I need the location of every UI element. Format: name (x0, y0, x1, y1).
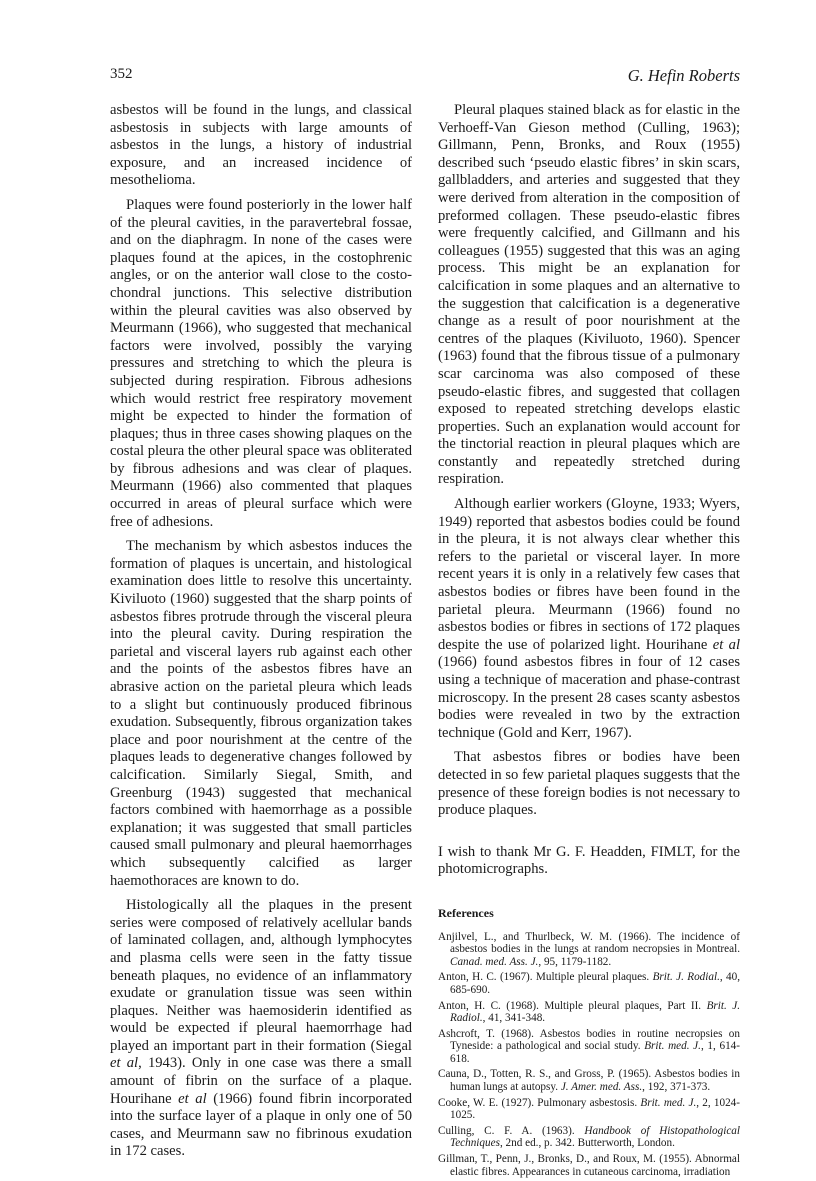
reference-journal: Handbook of Histopathological Techniques (450, 1124, 740, 1150)
page-number: 352 (110, 66, 133, 82)
reference-details: , 1, 614-618. (450, 1040, 740, 1065)
reference-authors: Culling, C. F. A. (1963). (438, 1124, 585, 1137)
paragraph (110, 897, 412, 1161)
reference-journal: Brit. med. J. (644, 1040, 701, 1053)
reference-item (438, 1000, 740, 1025)
reference-authors: Anjilvel, L., and Thurlbeck, W. M. (1966). The incidence of asbestos bodies in the lungs at random necropsies in Montreal. (438, 930, 740, 956)
text-run-italic: et al (178, 1090, 207, 1107)
reference-details: , 41, 341-348. (482, 1012, 546, 1025)
reference-details: , 2nd ed., p. 342. Butterworth, London. (499, 1137, 675, 1150)
text-run: Histologically all the plaques in the present series were composed of relatively acellular bands of laminated collagen, and, although lymphocytes and plasma cells were seen in the fatty tissue beneath plaques, no evidence of an inflammatory exudate or granulation tissue was seen within plaques. Neither was haemosiderin identified as would be expected if pleural haemorrhage had played an important part in their formation (Siegal (110, 897, 412, 1054)
reference-item (438, 1097, 740, 1122)
reference-item (438, 1125, 740, 1150)
paragraph: The mechanism by which asbestos induces the formation of plaques is uncertain, and histological examination does little to resolve this uncertainty. Kiviluoto (1960) suggested that the sharp points of asbestos fibres protrude through the visceral pleura into the pleural cavity. During respiration the parietal and visceral layers rub against each other and the points of the asbestos fibres have an abrasive action on the parietal pleura which leads to a slight but continuously produced fibrinous exudation. Subsequently, fibrous organization takes place and poor nourishment at the centre of the plaques leads to degenerative changes followed by calcification. Similarly Siegal, Smith, and Greenburg (1943) suggested that mechanical factors combined with haemorrhage as a possible explanation; it was suggested that small particles caused small pulmonary and pleural haemorrhages which subsequently calcified as larger haemothoraces are known to do. (110, 538, 412, 889)
reference-journal: Canad. med. Ass. J. (450, 955, 539, 968)
reference-journal: Brit. med. J. (640, 1096, 697, 1109)
reference-item (438, 1153, 740, 1178)
page-header (110, 66, 740, 90)
acknowledgement: I wish to thank Mr G. F. Headden, FIMLT, for the photomicrographs. (438, 843, 740, 878)
text-run: (1966) found fibrin incorporated into the surface layer of a plaque in only one of 50 cases, and Meurmann saw no fibrinous exudation in 172 cases. (110, 1090, 412, 1160)
references-heading: References (438, 905, 494, 920)
running-head: G. Hefin Roberts (627, 66, 740, 85)
reference-details: , 192, 371-373. (642, 1081, 711, 1094)
paragraph (438, 496, 740, 742)
reference-item (438, 931, 740, 969)
text-run: , 1943). Only in one case was there a small amount of fibrin on the surface of a plaque. Hourihane (110, 1055, 412, 1107)
reference-journal: Brit. J. Rodial. (652, 971, 720, 984)
reference-details: , 40, 685-690. (450, 971, 741, 996)
text-run-italic: et al (110, 1055, 139, 1072)
reference-authors: Ashcroft, T. (1968). Asbestos bodies in routine necropsies on Tyneside: a pathological and social study. (438, 1027, 740, 1053)
left-column (110, 102, 412, 1168)
text-run-italic: et al (712, 636, 740, 653)
reference-list (438, 931, 740, 1179)
reference-item (438, 1028, 740, 1066)
text-run: (1966) found asbestos fibres in four of 12 cases using a technique of maceration and phase-contrast microscopy. In the present 28 cases scanty asbestos bodies were revealed in two by the extraction technique (Gold and Kerr, 1967). (438, 654, 740, 741)
reference-authors: Anton, H. C. (1967). Multiple pleural plaques. (438, 971, 653, 984)
reference-item (438, 1068, 740, 1093)
right-column (438, 102, 740, 1181)
paragraph: That asbestos fibres or bodies have been detected in so few parietal plaques suggests that the presence of these foreign bodies is not necessary to produce plaques. (438, 749, 740, 819)
paragraph: Pleural plaques stained black as for elastic in the Verhoeff-Van Gieson method (Culling, 1963); Gillmann, Penn, Bronks, and Roux (1955) described such ‘pseudo elastic fibres’ in skin scars, gallbladders, and arteries and suggested that they were derived from alteration in the composition of preformed collagen. These pseudo-elastic fibres were frequently calcified, and Gillmann and his colleagues (1955) suggested that this was an aging process. This might be an explanation for calcification in some plaques and an alternative to the suggestion that calcification is a degenerative change as a result of poor nourishment at the centres of the plaques (Kiviluoto, 1960). Spencer (1963) found that the fibrous tissue of a pulmonary scar carcinoma was also composed of these pseudo-elastic fibres, and suggested that collagen exposed to repeated stretching develops elastic properties. Such an explanation would account for the tinctorial reaction in pleural plaques which are constantly and repeatedly stretched during respiration. (438, 102, 740, 488)
reference-authors: Anton, H. C. (1968). Multiple pleural plaques, Part II. (438, 999, 707, 1012)
reference-details: , 95, 1179-1182. (538, 955, 612, 968)
reference-authors: Gillman, T., Penn, J., Bronks, D., and Roux, M. (1955). Abnormal elastic fibres. Appearances in cutaneous carcinoma, irradiation (438, 1153, 740, 1178)
text-run: Although earlier workers (Gloyne, 1933; Wyers, 1949) reported that asbestos bodies could be found in the pleura, it is not always clear whether this refers to the parietal or visceral layer. In more recent years it is only in a relatively few cases that asbestos bodies or fibres have been found in the parietal pleura. Meurmann (1966) found no asbestos bodies or fibres in sections of 172 plaques despite the use of polarized light. Hourihane (438, 496, 740, 653)
reference-authors: Cooke, W. E. (1927). Pulmonary asbestosis. (438, 1096, 641, 1109)
paragraph: Plaques were found posteriorly in the lower half of the pleural cavities, in the paravertebral fossae, and on the diaphragm. In none of the cases were plaques found at the apices, in the costophrenic angles, or on the anterior wall close to the costo-chondral junctions. This selective distribution within the pleural cavities was also observed by Meurmann (1966), who suggested that mechanical factors were involved, possibly the varying pressures and stretching to which the pleura is subjected during respiration. Fibrous adhesions which would restrict free respiratory movement might be expected to hinder the formation of plaques; thus in three cases showing plaques on the costal pleura the other pleural space was obliterated by fibrous adhesions and was clear of plaques. Meurmann (1966) also commented that plaques occurred in areas of pleural surface which were free of adhesions. (110, 196, 412, 530)
reference-item (438, 971, 740, 996)
reference-journal: Brit. J. Radiol. (450, 999, 741, 1025)
reference-authors: Cauna, D., Totten, R. S., and Gross, P. (1965). Asbestos bodies in human lungs at autopsy. (438, 1068, 740, 1094)
paragraph: asbestos will be found in the lungs, and classical asbestosis in subjects with large amounts of asbestos in the lungs, a history of industrial exposure, and an increased incidence of mesothelioma. (110, 102, 412, 189)
reference-journal: J. Amer. med. Ass. (560, 1081, 643, 1094)
reference-details: , 2, 1024-1025. (450, 1096, 740, 1122)
